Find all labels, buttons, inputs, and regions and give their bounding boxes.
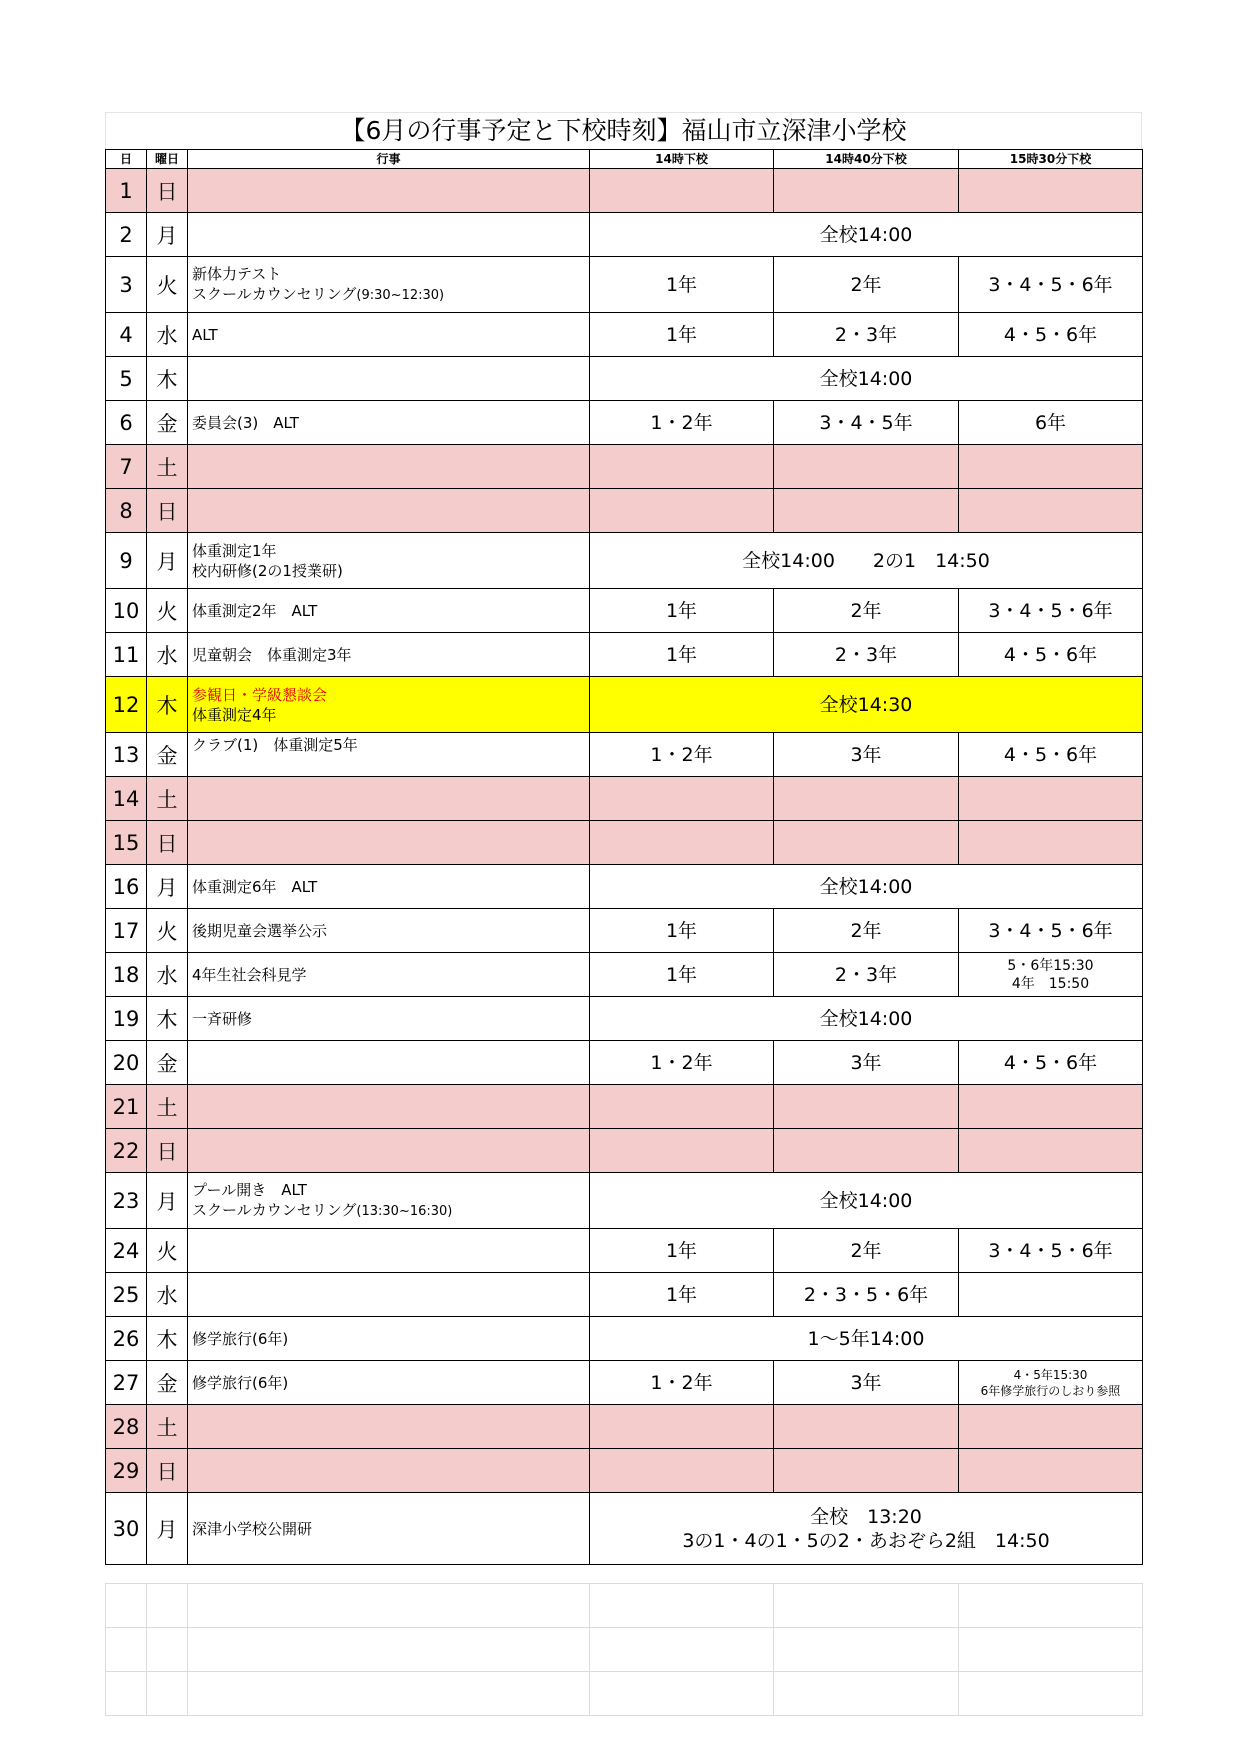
cell-1530 (959, 953, 1143, 997)
dismissal-text: 全校14:00 (819, 875, 913, 898)
event-cell (188, 401, 590, 445)
event-text: スクールカウンセリング(13:30~16:30) (192, 1200, 453, 1219)
schedule-sheet (105, 112, 1142, 1565)
day-cell: 9 (106, 533, 147, 589)
day-cell: 29 (106, 1449, 147, 1493)
cell-1400 (590, 1405, 774, 1449)
day-cell: 24 (106, 1229, 147, 1273)
dismissal-text: 4年 15:50 (1011, 975, 1090, 992)
cell-1400 (590, 169, 774, 213)
dismissal-text: 3の1・4の1・5の2・あおぞら2組 14:50 (682, 1529, 1050, 1552)
empty-cell (774, 1628, 959, 1672)
cell-1440 (774, 169, 959, 213)
cell-1530 (959, 777, 1143, 821)
cell-1400: 1年 (590, 633, 774, 677)
event-text: 後期児童会選挙公示 (192, 921, 328, 940)
cell-1400: 1年 (590, 589, 774, 633)
cell-1530 (959, 633, 1143, 677)
empty-row (106, 1628, 1143, 1672)
weekday-cell: 日 (147, 1449, 188, 1493)
day-cell: 13 (106, 733, 147, 777)
schedule-row-day-7 (106, 445, 1143, 489)
cell-1530 (959, 313, 1143, 357)
schedule-row-day-20 (106, 1041, 1143, 1085)
event-cell (188, 777, 590, 821)
day-cell: 20 (106, 1041, 147, 1085)
dismissal-text: 3・4・5・6年 (988, 919, 1113, 942)
event-cell (188, 357, 590, 401)
day-cell: 26 (106, 1317, 147, 1361)
cell-1530 (959, 821, 1143, 865)
empty-cell (106, 1584, 147, 1628)
schedule-row-day-23 (106, 1173, 1143, 1229)
dismissal-text: 1～5年14:00 (807, 1327, 925, 1350)
dismissal-text: 全校14:00 (819, 367, 913, 390)
empty-cell (106, 1672, 147, 1716)
cell-1530 (959, 1229, 1143, 1273)
event-cell (188, 1449, 590, 1493)
empty-row (106, 1584, 1143, 1628)
cell-1440: 3年 (774, 733, 959, 777)
cell-1400 (590, 821, 774, 865)
event-cell (188, 533, 590, 589)
day-cell: 16 (106, 865, 147, 909)
event-cell (188, 213, 590, 257)
cell-1440 (774, 1405, 959, 1449)
day-cell: 17 (106, 909, 147, 953)
event-cell (188, 909, 590, 953)
cell-1440: 3・4・5年 (774, 401, 959, 445)
cell-1440: 2年 (774, 589, 959, 633)
cell-1530 (959, 589, 1143, 633)
weekday-cell: 木 (147, 357, 188, 401)
schedule-body (106, 169, 1143, 1565)
event-text: 校内研修(2の1授業研) (192, 561, 343, 580)
cell-1440: 2・3年 (774, 313, 959, 357)
weekday-cell: 金 (147, 401, 188, 445)
day-cell: 5 (106, 357, 147, 401)
dismissal-all-cell (590, 1317, 1143, 1361)
cell-1440 (774, 445, 959, 489)
event-text: クラブ(1) 体重測定5年 (192, 736, 358, 754)
weekday-cell: 土 (147, 1085, 188, 1129)
weekday-cell: 月 (147, 1173, 188, 1229)
weekday-cell: 木 (147, 997, 188, 1041)
dismissal-all-cell (590, 213, 1143, 257)
weekday-cell: 火 (147, 1229, 188, 1273)
dismissal-text: 4・5・6年 (1003, 1051, 1098, 1074)
cell-1530 (959, 401, 1143, 445)
event-text: ALT (192, 325, 218, 344)
schedule-table (105, 149, 1143, 1565)
cell-1400 (590, 445, 774, 489)
dismissal-all-cell (590, 865, 1143, 909)
weekday-cell: 金 (147, 733, 188, 777)
event-text: プール開き ALT (192, 1180, 307, 1199)
day-cell: 10 (106, 589, 147, 633)
day-cell: 21 (106, 1085, 147, 1129)
cell-1530 (959, 489, 1143, 533)
weekday-cell: 月 (147, 533, 188, 589)
dismissal-all-cell (590, 997, 1143, 1041)
weekday-cell: 火 (147, 589, 188, 633)
cell-1400: 1年 (590, 909, 774, 953)
cell-1400: 1・2年 (590, 733, 774, 777)
empty-cell (590, 1584, 774, 1628)
day-cell: 14 (106, 777, 147, 821)
weekday-cell: 土 (147, 445, 188, 489)
event-text: 修学旅行(6年) (192, 1329, 289, 1348)
cell-1400: 1年 (590, 257, 774, 313)
dismissal-text: 6年修学旅行のしおり参照 (980, 1383, 1121, 1398)
schedule-row-day-5 (106, 357, 1143, 401)
header-1530: 15時30分下校 (959, 150, 1143, 169)
event-text: 4年生社会科見学 (192, 965, 307, 984)
empty-cell (188, 1672, 590, 1716)
event-cell (188, 313, 590, 357)
weekday-cell: 土 (147, 777, 188, 821)
schedule-row-day-4 (106, 313, 1143, 357)
schedule-row-day-29 (106, 1449, 1143, 1493)
weekday-cell: 火 (147, 257, 188, 313)
weekday-cell: 水 (147, 633, 188, 677)
empty-cell (959, 1584, 1143, 1628)
dismissal-text: 3・4・5・6年 (988, 599, 1113, 622)
day-cell: 30 (106, 1493, 147, 1565)
cell-1440 (774, 1449, 959, 1493)
dismissal-text: 全校 13:20 (810, 1505, 922, 1528)
day-cell: 27 (106, 1361, 147, 1405)
schedule-row-day-16 (106, 865, 1143, 909)
cell-1530 (959, 733, 1143, 777)
event-cell (188, 997, 590, 1041)
dismissal-text: 4・5年15:30 (1013, 1367, 1088, 1382)
weekday-cell: 水 (147, 953, 188, 997)
cell-1530 (959, 1041, 1143, 1085)
schedule-row-day-13 (106, 733, 1143, 777)
cell-1530 (959, 909, 1143, 953)
cell-1400: 1年 (590, 1273, 774, 1317)
day-cell: 4 (106, 313, 147, 357)
schedule-row-day-14 (106, 777, 1143, 821)
weekday-cell: 水 (147, 313, 188, 357)
event-text: 体重測定1年 (192, 541, 277, 560)
event-cell (188, 821, 590, 865)
schedule-row-day-28 (106, 1405, 1143, 1449)
cell-1530 (959, 1273, 1143, 1317)
cell-1400 (590, 489, 774, 533)
schedule-row-day-3 (106, 257, 1143, 313)
event-cell (188, 1085, 590, 1129)
event-text-alert: 参観日・学級懇談会 (192, 685, 328, 704)
cell-1400: 1年 (590, 953, 774, 997)
cell-1440 (774, 1129, 959, 1173)
day-cell: 22 (106, 1129, 147, 1173)
empty-cell (959, 1628, 1143, 1672)
cell-1400: 1・2年 (590, 401, 774, 445)
weekday-cell: 木 (147, 677, 188, 733)
event-cell (188, 445, 590, 489)
empty-cell (959, 1672, 1143, 1716)
dismissal-text: 全校14:30 (819, 693, 913, 716)
cell-1400: 1・2年 (590, 1041, 774, 1085)
empty-cell (147, 1628, 188, 1672)
schedule-row-day-30 (106, 1493, 1143, 1565)
event-text: 修学旅行(6年) (192, 1373, 289, 1392)
schedule-row-day-24 (106, 1229, 1143, 1273)
weekday-cell: 日 (147, 169, 188, 213)
empty-cell (590, 1628, 774, 1672)
weekday-cell: 月 (147, 213, 188, 257)
cell-1530 (959, 1361, 1143, 1405)
cell-1530 (959, 257, 1143, 313)
weekday-cell: 日 (147, 1129, 188, 1173)
dismissal-all-cell (590, 677, 1143, 733)
cell-1440: 2年 (774, 1229, 959, 1273)
weekday-cell: 水 (147, 1273, 188, 1317)
schedule-row-day-15 (106, 821, 1143, 865)
event-cell (188, 1405, 590, 1449)
day-cell: 6 (106, 401, 147, 445)
event-text: 体重測定6年 ALT (192, 877, 318, 896)
cell-1530 (959, 1085, 1143, 1129)
weekday-cell: 金 (147, 1361, 188, 1405)
event-cell (188, 1317, 590, 1361)
weekday-cell: 木 (147, 1317, 188, 1361)
day-cell: 25 (106, 1273, 147, 1317)
day-cell: 2 (106, 213, 147, 257)
schedule-row-day-8 (106, 489, 1143, 533)
schedule-row-day-19 (106, 997, 1143, 1041)
event-cell (188, 1273, 590, 1317)
schedule-row-day-21 (106, 1085, 1143, 1129)
schedule-row-day-9 (106, 533, 1143, 589)
weekday-cell: 日 (147, 489, 188, 533)
empty-cell (590, 1672, 774, 1716)
weekday-cell: 月 (147, 865, 188, 909)
schedule-row-day-12 (106, 677, 1143, 733)
dismissal-text: 5・6年15:30 (1007, 957, 1094, 974)
cell-1530 (959, 169, 1143, 213)
event-cell (188, 633, 590, 677)
schedule-row-day-17 (106, 909, 1143, 953)
event-cell (188, 1493, 590, 1565)
cell-1530 (959, 1449, 1143, 1493)
cell-1440 (774, 489, 959, 533)
cell-1530 (959, 445, 1143, 489)
dismissal-text: 4・5・6年 (1003, 743, 1098, 766)
event-text: 深津小学校公開研 (192, 1519, 313, 1538)
cell-1440: 3年 (774, 1361, 959, 1405)
cell-1400: 1・2年 (590, 1361, 774, 1405)
event-text: 委員会(3) ALT (192, 413, 299, 432)
dismissal-text: 全校14:00 2の1 14:50 (742, 549, 990, 572)
empty-grid-rows (105, 1583, 1142, 1716)
event-time: (9:30~12:30) (356, 287, 445, 303)
dismissal-text: 全校14:00 (819, 1007, 913, 1030)
day-cell: 28 (106, 1405, 147, 1449)
day-cell: 18 (106, 953, 147, 997)
empty-cell (774, 1584, 959, 1628)
day-cell: 12 (106, 677, 147, 733)
dismissal-text: 全校14:00 (819, 223, 913, 246)
cell-1400: 1年 (590, 1229, 774, 1273)
weekday-cell: 金 (147, 1041, 188, 1085)
event-cell (188, 865, 590, 909)
schedule-row-day-6 (106, 401, 1143, 445)
dismissal-text: 6年 (1034, 411, 1067, 434)
weekday-cell: 火 (147, 909, 188, 953)
cell-1440: 2年 (774, 909, 959, 953)
event-cell (188, 953, 590, 997)
schedule-row-day-25 (106, 1273, 1143, 1317)
dismissal-text: 全校14:00 (819, 1189, 913, 1212)
event-text: 一斉研修 (192, 1009, 253, 1028)
cell-1400 (590, 1449, 774, 1493)
schedule-row-day-1 (106, 169, 1143, 213)
cell-1440: 3年 (774, 1041, 959, 1085)
schedule-row-day-2 (106, 213, 1143, 257)
dismissal-text: 4・5・6年 (1003, 323, 1098, 346)
schedule-row-day-11 (106, 633, 1143, 677)
cell-1400 (590, 1085, 774, 1129)
day-cell: 8 (106, 489, 147, 533)
day-cell: 3 (106, 257, 147, 313)
event-cell (188, 1361, 590, 1405)
day-cell: 11 (106, 633, 147, 677)
event-cell (188, 1041, 590, 1085)
schedule-row-day-18 (106, 953, 1143, 997)
cell-1440: 2・3・5・6年 (774, 1273, 959, 1317)
day-cell: 15 (106, 821, 147, 865)
empty-cell (188, 1584, 590, 1628)
event-text: 体重測定2年 ALT (192, 601, 318, 620)
empty-cell (106, 1628, 147, 1672)
cell-1440 (774, 821, 959, 865)
weekday-cell: 土 (147, 1405, 188, 1449)
event-cell (188, 589, 590, 633)
weekday-cell: 月 (147, 1493, 188, 1565)
event-cell (188, 677, 590, 733)
header-1440: 14時40分下校 (774, 150, 959, 169)
cell-1440 (774, 777, 959, 821)
page-title: 【6月の行事予定と下校時刻】福山市立深津小学校 (105, 112, 1142, 149)
cell-1440: 2年 (774, 257, 959, 313)
schedule-row-day-27 (106, 1361, 1143, 1405)
dismissal-text: 3・4・5・6年 (988, 1239, 1113, 1262)
dismissal-text: 4・5・6年 (1003, 643, 1098, 666)
dismissal-all-cell (590, 533, 1143, 589)
empty-row (106, 1672, 1143, 1716)
empty-cell (147, 1584, 188, 1628)
cell-1530 (959, 1405, 1143, 1449)
dismissal-all-cell (590, 1493, 1143, 1565)
weekday-cell: 日 (147, 821, 188, 865)
day-cell: 1 (106, 169, 147, 213)
schedule-row-day-10 (106, 589, 1143, 633)
empty-cell (188, 1628, 590, 1672)
schedule-row-day-26 (106, 1317, 1143, 1361)
header-event: 行事 (188, 150, 590, 169)
empty-cell (147, 1672, 188, 1716)
cell-1400 (590, 777, 774, 821)
event-cell (188, 489, 590, 533)
event-cell (188, 1229, 590, 1273)
event-cell (188, 1173, 590, 1229)
event-cell (188, 733, 590, 777)
dismissal-all-cell (590, 1173, 1143, 1229)
event-cell (188, 1129, 590, 1173)
event-cell (188, 169, 590, 213)
cell-1440: 2・3年 (774, 953, 959, 997)
event-time: (13:30~16:30) (356, 1203, 453, 1219)
cell-1400: 1年 (590, 313, 774, 357)
dismissal-all-cell (590, 357, 1143, 401)
event-text: 児童朝会 体重測定3年 (192, 645, 352, 664)
cell-1440 (774, 1085, 959, 1129)
dismissal-text: 3・4・5・6年 (988, 273, 1113, 296)
cell-1400 (590, 1129, 774, 1173)
event-text: スクールカウンセリング(9:30~12:30) (192, 284, 445, 303)
header-weekday: 曜日 (147, 150, 188, 169)
cell-1530 (959, 1129, 1143, 1173)
header-1400: 14時下校 (590, 150, 774, 169)
day-cell: 7 (106, 445, 147, 489)
empty-cell (774, 1672, 959, 1716)
day-cell: 19 (106, 997, 147, 1041)
schedule-row-day-22 (106, 1129, 1143, 1173)
header-row (106, 150, 1143, 169)
event-cell (188, 257, 590, 313)
cell-1440: 2・3年 (774, 633, 959, 677)
header-day: 日 (106, 150, 147, 169)
day-cell: 23 (106, 1173, 147, 1229)
event-text: 新体力テスト (192, 264, 282, 283)
event-text: 体重測定4年 (192, 705, 277, 724)
